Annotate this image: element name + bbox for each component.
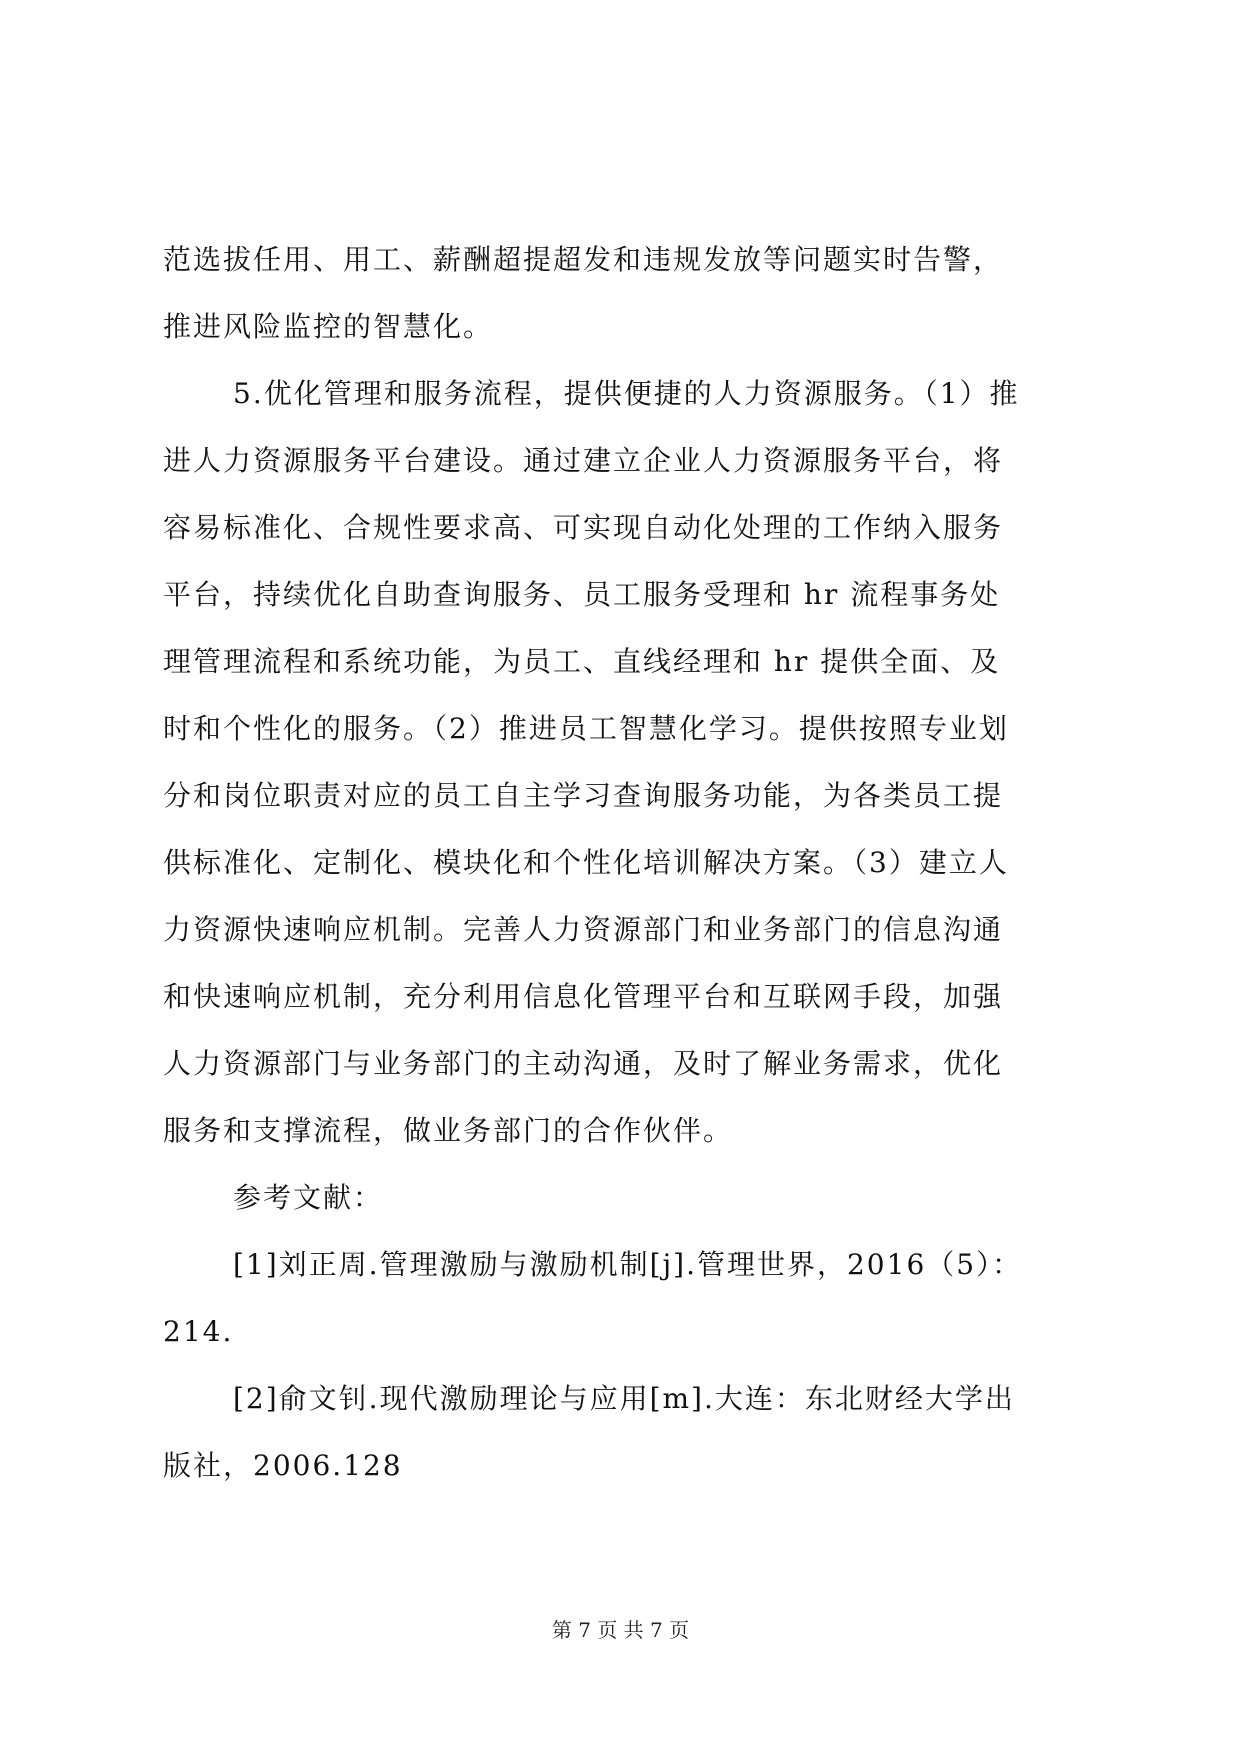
reference-entry-2-cont: 版社，2006.128 <box>163 1449 403 1482</box>
text-line: 时和个性化的服务。（2）推进员工智慧化学习。提供按照专业划 <box>163 712 1009 745</box>
text-line: 推进风险监控的智慧化。 <box>163 310 494 343</box>
text-line: 和快速响应机制，充分利用信息化管理平台和互联网手段，加强 <box>163 980 1004 1013</box>
text-line: 力资源快速响应机制。完善人力资源部门和业务部门的信息沟通 <box>163 913 1004 946</box>
text-line: 服务和支撑流程，做业务部门的合作伙伴。 <box>163 1114 734 1147</box>
text-line: 理管理流程和系统功能，为员工、直线经理和 hr 提供全面、及 <box>163 645 1001 678</box>
text-line: 供标准化、定制化、模块化和个性化培训解决方案。（3）建立人 <box>163 846 1009 879</box>
text-line: 进人力资源服务平台建设。通过建立企业人力资源服务平台，将 <box>163 444 1004 477</box>
text-line: 5.优化管理和服务流程，提供便捷的人力资源服务。（1）推 <box>233 377 1020 410</box>
text-line: 人力资源部门与业务部门的主动沟通，及时了解业务需求，优化 <box>163 1047 1004 1080</box>
page-footer: 第 7 页 共 7 页 <box>551 1618 690 1642</box>
text-line: 分和岗位职责对应的员工自主学习查询服务功能，为各类员工提 <box>163 779 1004 812</box>
text-line: 容易标准化、合规性要求高、可实现自动化处理的工作纳入服务 <box>163 511 1004 544</box>
reference-entry-2: [2]俞文钊.现代激励理论与应用[m].大连：东北财经大学出 <box>233 1382 1015 1415</box>
text-line: 平台，持续优化自助查询服务、员工服务受理和 hr 流程事务处 <box>163 578 1001 611</box>
document-body <box>163 226 1083 1499</box>
reference-entry-1-cont: 214. <box>163 1315 234 1348</box>
references-heading: 参考文献： <box>233 1181 384 1214</box>
text-line: 范选拔任用、用工、薪酬超提超发和违规发放等问题实时告警， <box>163 243 1004 276</box>
reference-entry-1: [1]刘正周.管理激励与激励机制[j].管理世界，2016（5）： <box>233 1248 1023 1281</box>
